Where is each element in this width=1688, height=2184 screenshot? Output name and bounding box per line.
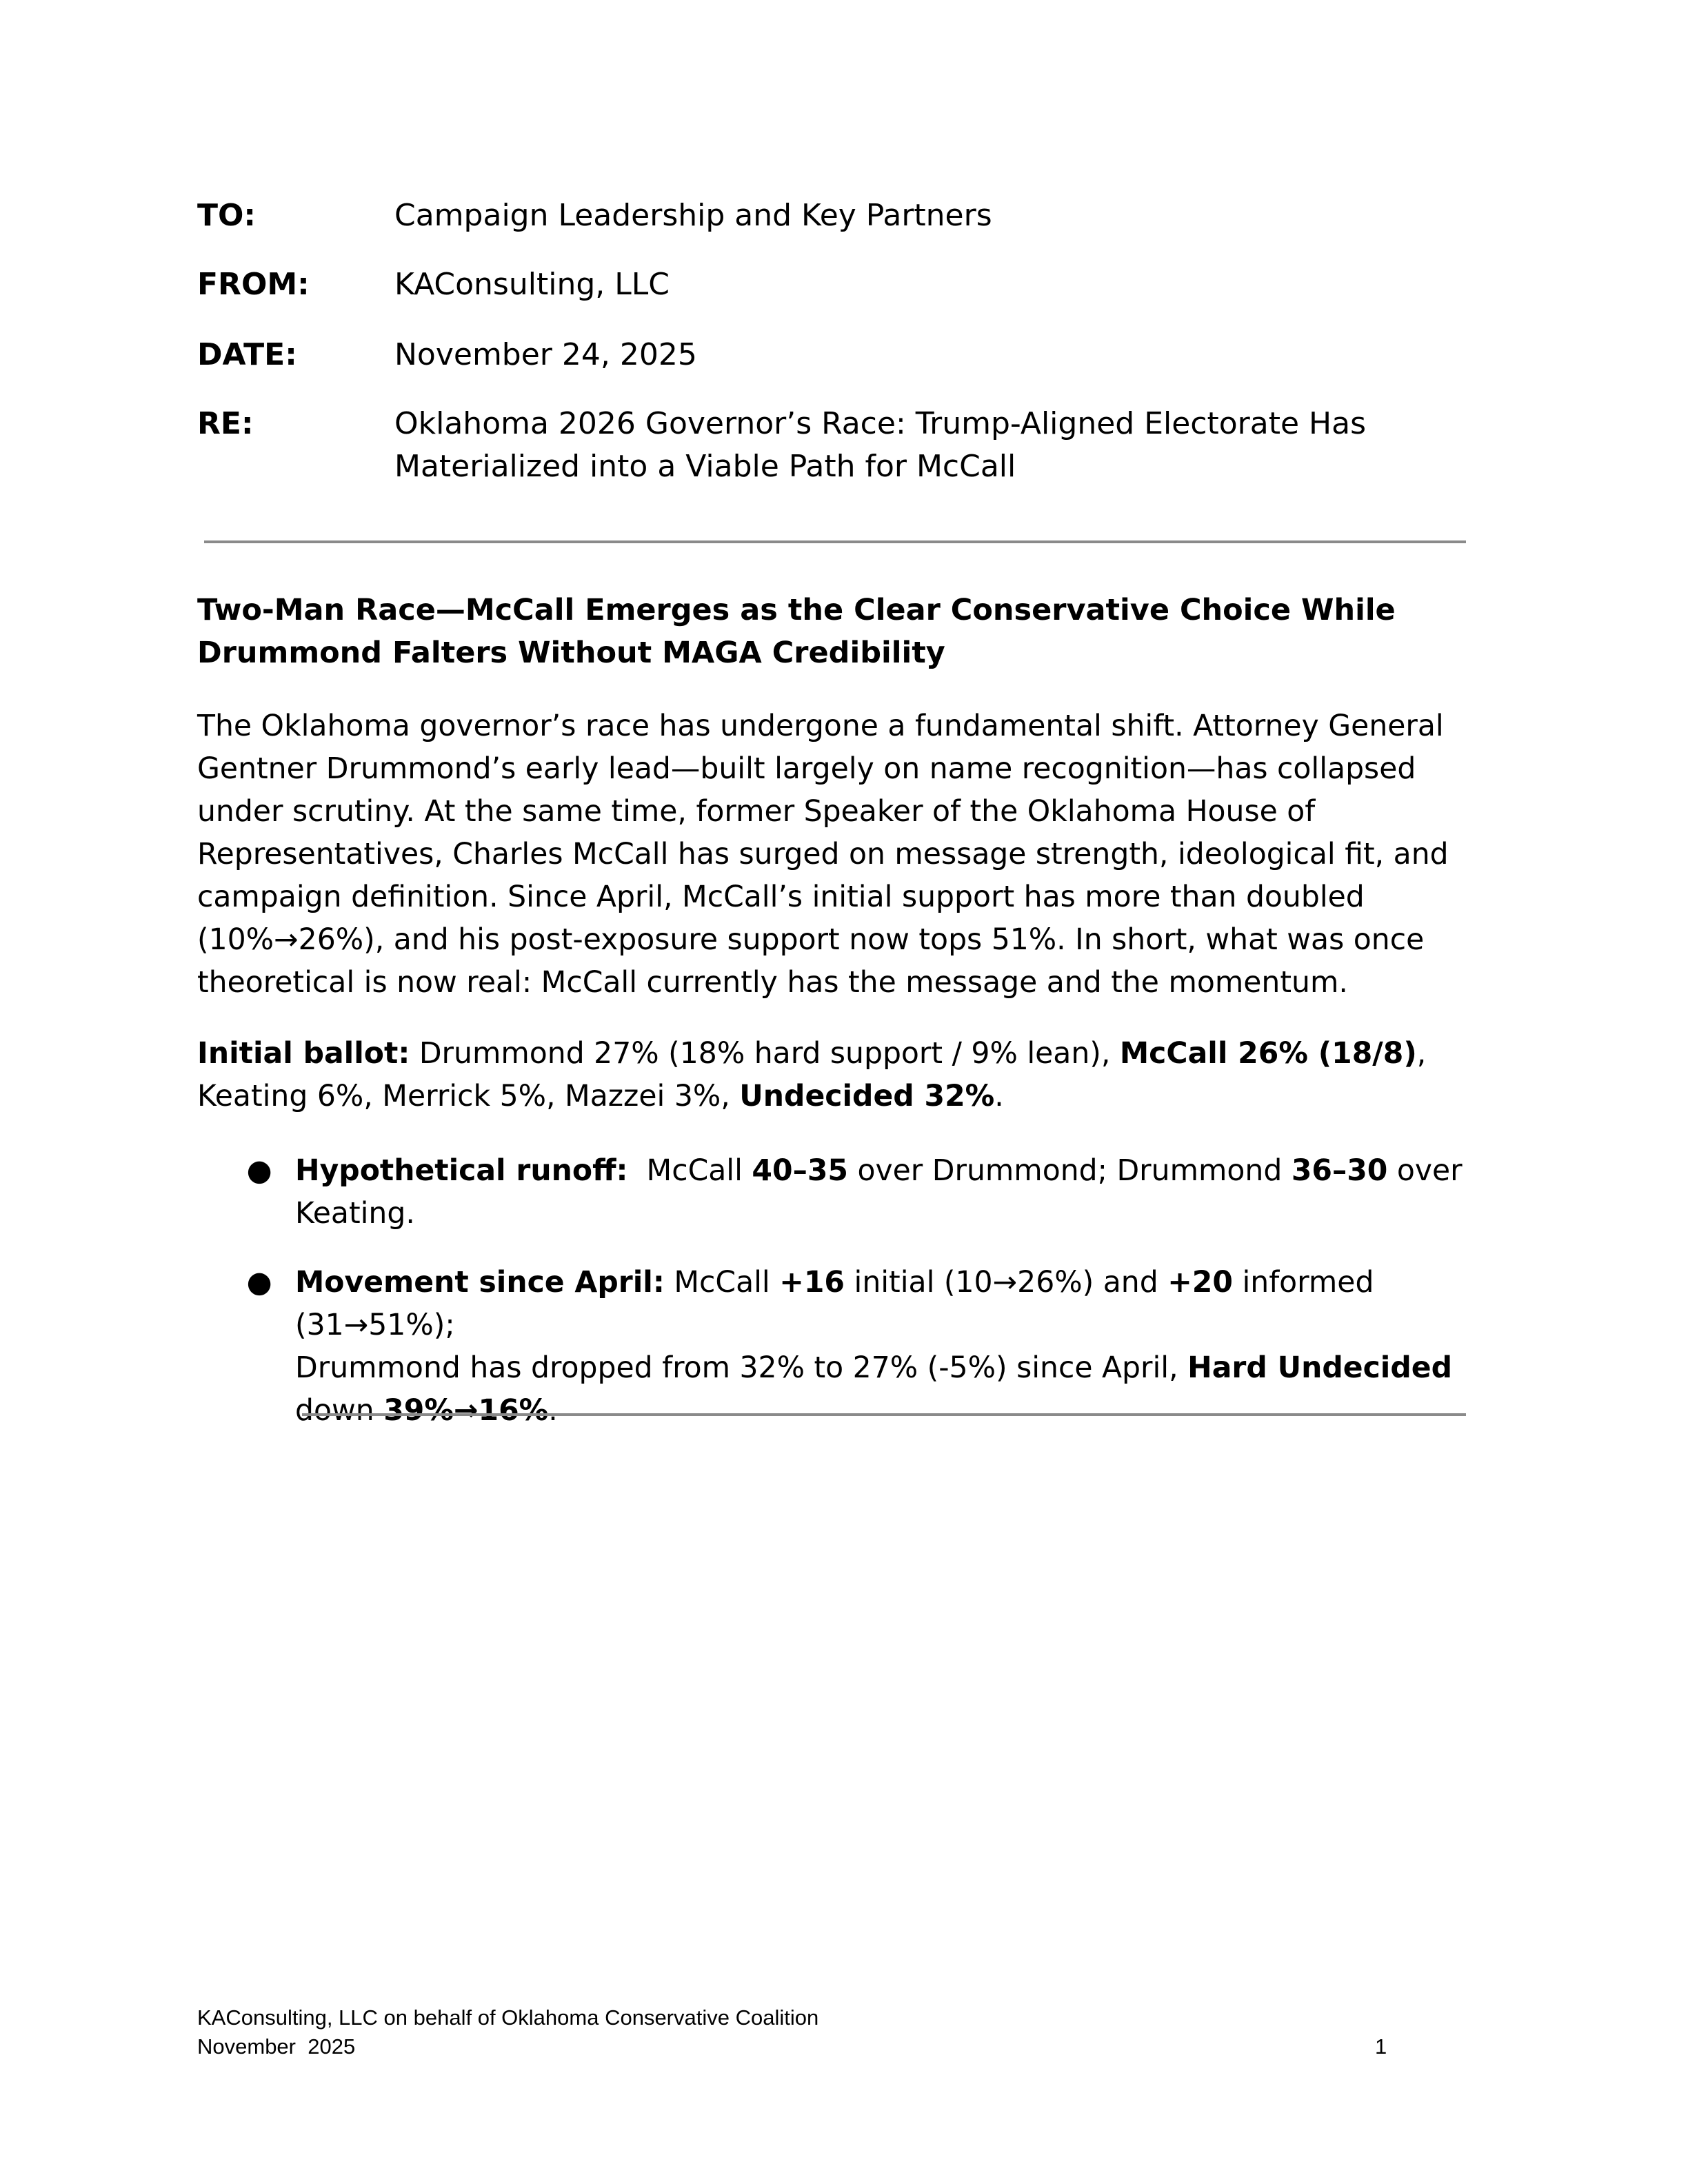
initial-ballot-line2 — [197, 1075, 1494, 1118]
movement-line2 — [295, 1347, 1509, 1390]
memo-date-label: DATE: — [197, 337, 297, 372]
memo-from-value: KAConsulting, LLC — [394, 267, 670, 302]
movement-line3 — [295, 1390, 1509, 1433]
bullet-icon: ● — [246, 1266, 272, 1300]
movement-informed-gain: +20 — [1167, 1266, 1233, 1300]
initial-ballot-label: Initial ballot: — [197, 1037, 410, 1071]
body-line: Representatives, Charles McCall has surged on message strength, ideological fit, and — [197, 838, 1449, 871]
initial-ballot-mccall: McCall 26% (18/8) — [1119, 1037, 1417, 1071]
memo-re-label: RE: — [197, 406, 254, 441]
runoff-bullet — [246, 1150, 1509, 1235]
movement-text: Drummond has dropped from 32% to 27% (-5%) since April, — [295, 1351, 1188, 1385]
section-heading-line2: Drummond Falters Without MAGA Credibility — [197, 636, 945, 670]
section-divider — [302, 1413, 1466, 1416]
runoff-text: over Drummond; Drummond — [847, 1154, 1292, 1188]
body-line: (10%→26%), and his post-exposure support now tops 51%. In short, what was once — [197, 923, 1425, 957]
header-divider — [204, 540, 1466, 543]
movement-label: Movement since April: — [295, 1266, 665, 1300]
movement-initial-gain: +16 — [779, 1266, 845, 1300]
movement-text: . — [548, 1394, 558, 1428]
runoff-line1 — [295, 1150, 1509, 1193]
movement-undecided-change: 39%→16% — [383, 1394, 549, 1428]
memo-from-label: FROM: — [197, 267, 310, 302]
runoff-label: Hypothetical runoff: — [295, 1154, 628, 1188]
body-line: under scrutiny. At the same time, former Speaker of the Oklahoma House of — [197, 795, 1316, 829]
initial-ballot-text1: Drummond 27% (18% hard support / 9% lean), — [410, 1037, 1120, 1071]
initial-ballot-line1 — [197, 1033, 1494, 1075]
body-line: The Oklahoma governor’s race has undergone a fundamental shift. Attorney General — [197, 709, 1444, 743]
movement-text: McCall — [664, 1266, 780, 1300]
movement-text: informed (31→51%); — [295, 1266, 1374, 1342]
runoff-score-mccall: 40–35 — [752, 1154, 848, 1188]
movement-line1 — [295, 1262, 1509, 1347]
movement-bullet — [246, 1262, 1509, 1433]
page-number: 1 — [1375, 2034, 1387, 2059]
initial-ballot-text2: , — [1416, 1037, 1427, 1071]
initial-ballot-paragraph — [197, 1033, 1494, 1118]
body-line: Gentner Drummond’s early lead—built largely on name recognition—has collapsed — [197, 752, 1416, 786]
movement-hard-undecided: Hard Undecided — [1187, 1351, 1453, 1385]
footer-line1: KAConsulting, LLC on behalf of Oklahoma Conservative Coalition — [197, 2005, 819, 2030]
memo-to-value: Campaign Leadership and Key Partners — [394, 198, 992, 233]
initial-ballot-undecided: Undecided 32% — [739, 1080, 995, 1113]
memo-date-value: November 24, 2025 — [394, 337, 697, 372]
memo-to-label: TO: — [197, 198, 257, 233]
bullet-icon: ● — [246, 1154, 272, 1188]
runoff-text: over — [1387, 1154, 1463, 1188]
footer-line2: November 2025 — [197, 2034, 356, 2059]
initial-ballot-line2-end: . — [994, 1080, 1004, 1113]
runoff-score-drummond: 36–30 — [1291, 1154, 1388, 1188]
runoff-line2: Keating. — [295, 1197, 415, 1231]
initial-ballot-line2-text: Keating 6%, Merrick 5%, Mazzei 3%, — [197, 1080, 740, 1113]
body-paragraph — [197, 705, 1494, 1004]
memo-re-value-line1: Oklahoma 2026 Governor’s Race: Trump-Aligned Electorate Has — [394, 406, 1366, 441]
section-heading-line1: Two-Man Race—McCall Emerges as the Clear Conservative Choice While — [197, 593, 1396, 627]
section-heading — [197, 589, 1507, 674]
movement-text: down — [295, 1394, 384, 1428]
memo-re-value-line2: Materialized into a Viable Path for McCall — [394, 449, 1016, 484]
movement-text: initial (10→26%) and — [845, 1266, 1168, 1300]
runoff-text: McCall — [627, 1154, 752, 1188]
body-line: theoretical is now real: McCall currently has the message and the momentum. — [197, 966, 1348, 1000]
body-line: campaign definition. Since April, McCall’s initial support has more than doubled — [197, 880, 1365, 914]
